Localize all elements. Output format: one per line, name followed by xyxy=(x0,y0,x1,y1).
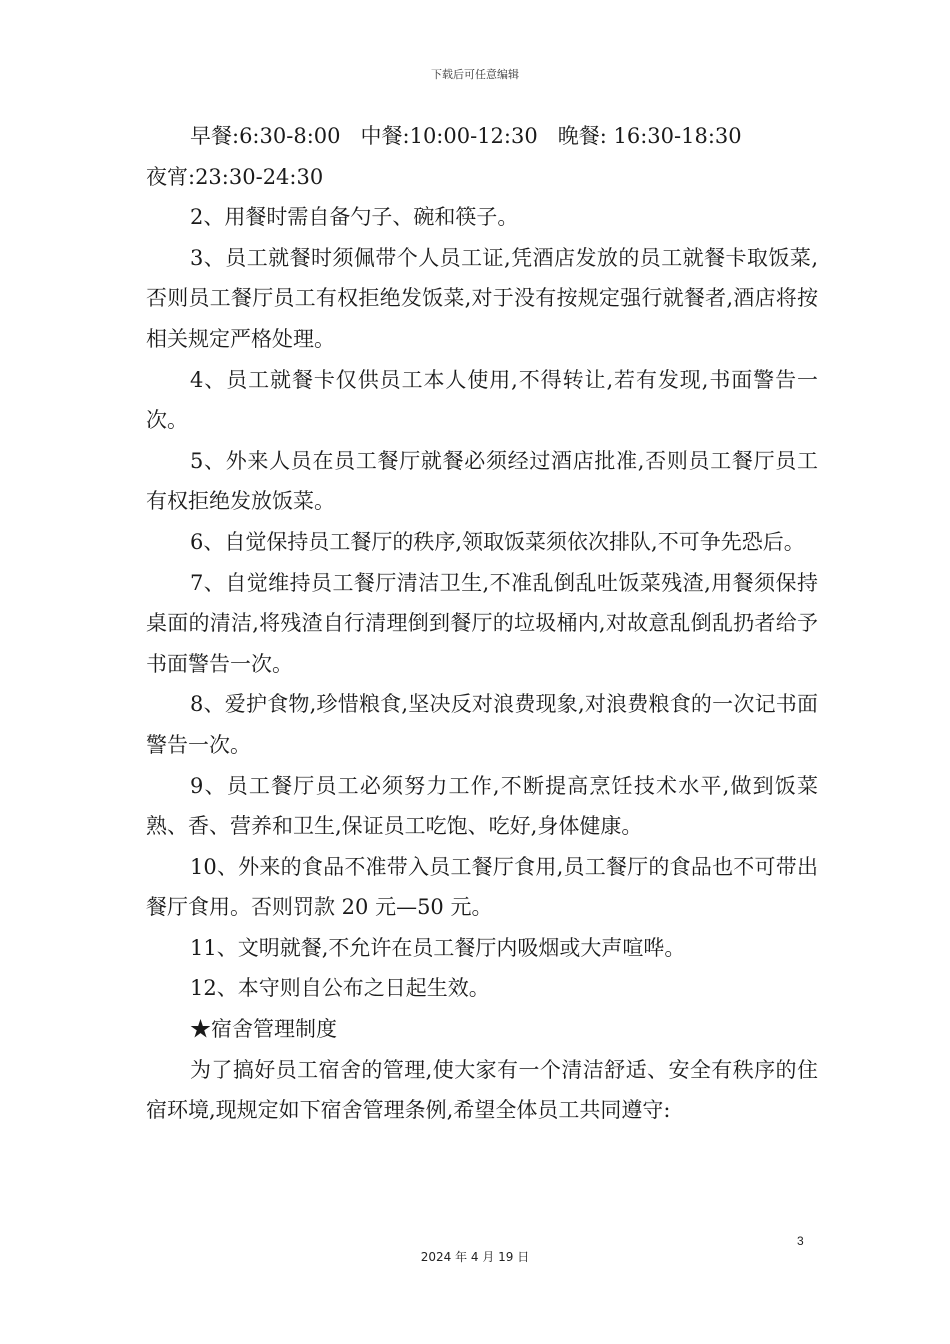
section-title: ★宿舍管理制度 xyxy=(190,1017,337,1042)
rule-7: 7、自觉维持员工餐厅清洁卫生,不准乱倒乱吐饭菜残渣,用餐须保持桌面的清洁,将残渣自行清理倒到餐厅的垃圾桶内,对故意乱倒乱扔者给予书面警告一次。 xyxy=(146,570,818,676)
document-body xyxy=(146,116,818,1131)
rule-8: 8、爱护食物,珍惜粮食,坚决反对浪费现象,对浪费粮食的一次记书面警告一次。 xyxy=(146,692,818,757)
rule-3: 3、员工就餐时须佩带个人员工证,凭酒店发放的员工就餐卡取饭菜,否则员工餐厅员工有权拒绝发饭菜,对于没有按规定强行就餐者,酒店将按相关规定严格处理。 xyxy=(146,245,818,351)
rule-5: 5、外来人员在员工餐厅就餐必须经过酒店批准,否则员工餐厅员工有权拒绝发放饭菜。 xyxy=(146,448,818,514)
meal-times-continued: 夜宵:23:30-24:30 xyxy=(146,164,324,189)
rule-6: 6、自觉保持员工餐厅的秩序,领取饭菜须依次排队,不可争先恐后。 xyxy=(190,529,805,554)
section-intro: 为了搞好员工宿舍的管理,使大家有一个清洁舒适、安全有秩序的住宿环境,现规定如下宿舍管理条例,希望全体员工共同遵守: xyxy=(146,1057,818,1123)
header-note: 下载后可任意编辑 xyxy=(431,68,519,81)
rule-11: 11、文明就餐,不允许在员工餐厅内吸烟或大声喧哗。 xyxy=(190,935,686,960)
footer-date: 2024 年 4 月 19 日 xyxy=(420,1250,530,1264)
rule-10: 10、外来的食品不准带入员工餐厅食用,员工餐厅的食品也不可带出餐厅食用。否则罚款 20 元—50 元。 xyxy=(146,854,818,920)
rule-12: 12、本守则自公布之日起生效。 xyxy=(190,976,490,1001)
meal-times: 早餐:6:30-8:00 中餐:10:00-12:30 晚餐: 16:30-18:30 xyxy=(190,124,742,148)
rule-4: 4、员工就餐卡仅供员工本人使用,不得转让,若有发现,书面警告一次。 xyxy=(146,367,818,433)
rule-9: 9、员工餐厅员工必须努力工作,不断提高烹饪技术水平,做到饭菜熟、香、营养和卫生,保证员工吃饱、吃好,身体健康。 xyxy=(146,773,818,839)
rule-2: 2、用餐时需自备勺子、碗和筷子。 xyxy=(190,205,519,230)
page-number: 3 xyxy=(797,1234,804,1248)
